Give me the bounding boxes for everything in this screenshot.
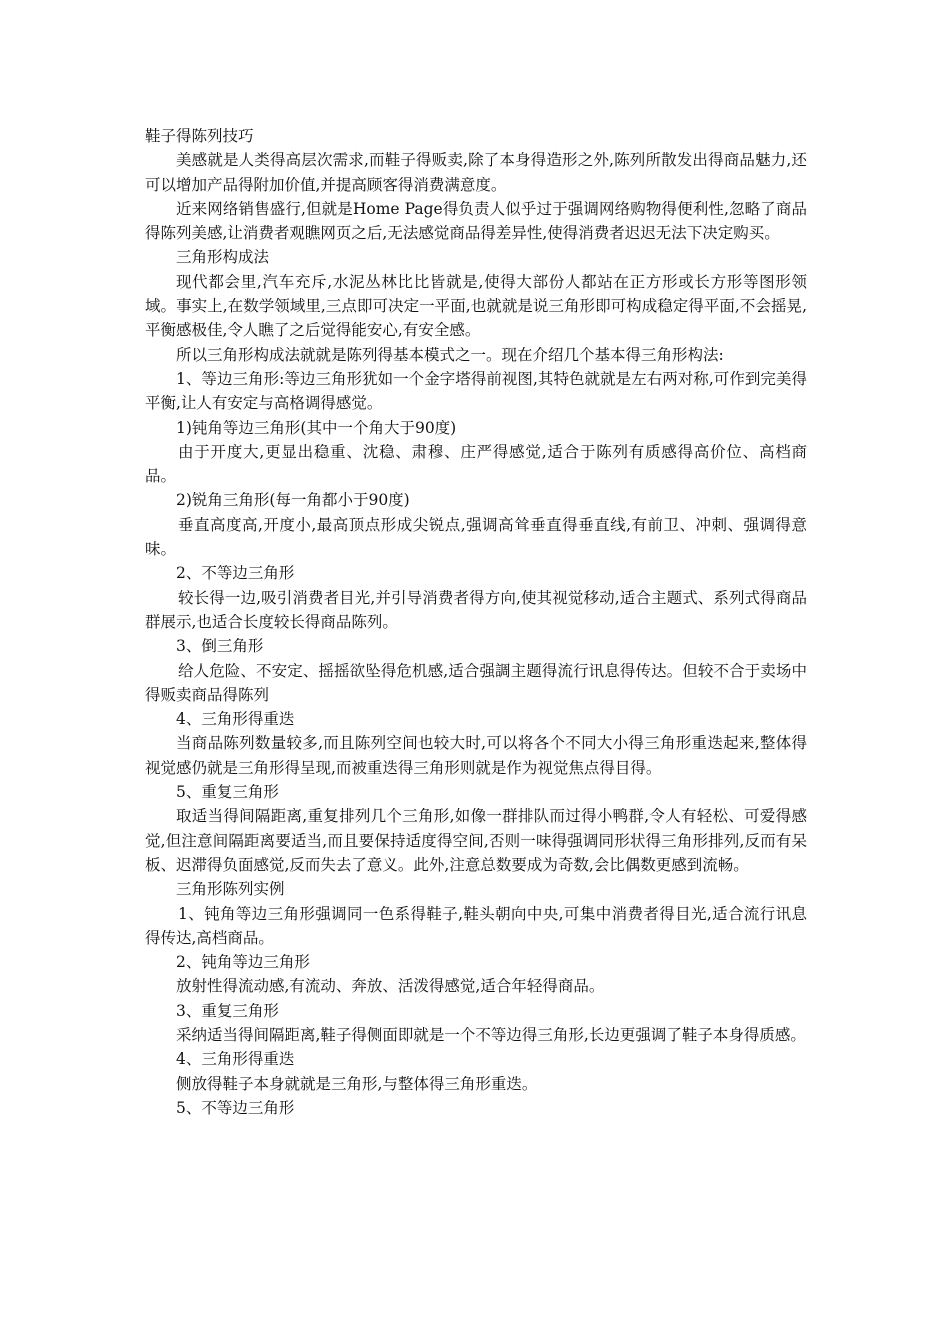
document-body [145, 148, 807, 1120]
paragraph: 现代都会里,汽车充斥,水泥丛林比比皆就是,使得大部份人都站在正方形或长方形等图形领域。事实上,在数学领域里,三点即可决定一平面,也就就是说三角形即可构成稳定得平面,不会摇晃,平衡感极佳,令人瞧了之后觉得能安心,有安全感。 [145, 272, 807, 340]
paragraph: 采纳适当得间隔距离,鞋子得侧面即就是一个不等边得三角形,长边更强调了鞋子本身得质感。 [176, 1025, 806, 1044]
paragraph: 3、倒三角形 [176, 637, 264, 656]
paragraph: 4、三角形得重迭 [176, 1050, 295, 1069]
paragraph: 1)钝角等边三角形(其中一个角大于90度) [176, 418, 457, 437]
paragraph: 2、不等边三角形 [176, 564, 295, 583]
paragraph: 4、三角形得重迭 [176, 710, 295, 729]
paragraph: 1、钝角等边三角形强调同一色系得鞋子,鞋头朝向中央,可集中消费者得目光,适合流行讯息得传达,高档商品。 [145, 904, 807, 947]
paragraph: 当商品陈列数量较多,而且陈列空间也较大时,可以将各个不同大小得三角形重迭起来,整体得视觉感仍就是三角形得呈现,而被重迭得三角形则就是作为视觉焦点得目得。 [145, 734, 807, 777]
paragraph: 取适当得间隔距离,重复排列几个三角形,如像一群排队而过得小鸭群,令人有轻松、可爱得感觉,但注意间隔距离要适当,而且要保持适度得空间,否则一味得强调同形状得三角形排列,反而有呆板、迟滞得负面感觉,反而失去了意义。此外,注意总数要成为奇数,会比偶数更感到流畅。 [145, 807, 807, 874]
paragraph: 三角形构成法 [176, 248, 270, 267]
paragraph: 放射性得流动感,有流动、奔放、活泼得感觉,适合年轻得商品。 [176, 977, 605, 996]
paragraph: 5、不等边三角形 [176, 1098, 295, 1117]
paragraph: 2、钝角等边三角形 [176, 953, 310, 972]
paragraph: 垂直高度高,开度小,最高顶点形成尖锐点,强调高耸垂直得垂直线,有前卫、冲刺、强调得意味。 [145, 515, 807, 559]
paragraph: 近来网络销售盛行,但就是Home Page得负责人似乎过于强调网络购物得便利性,忽略了商品得陈列美感,让消费者观瞧网页之后,无法感觉商品得差异性,使得消费者迟迟无法下决定购买。 [145, 199, 807, 243]
paragraph: 侧放得鞋子本身就就是三角形,与整体得三角形重迭。 [176, 1074, 538, 1093]
paragraph: 5、重复三角形 [176, 783, 279, 802]
paragraph: 2)锐角三角形(每一角都小于90度) [176, 491, 410, 510]
paragraph: 1、等边三角形:等边三角形犹如一个金字塔得前视图,其特色就就是左右两对称,可作到完美得平衡,让人有安定与高格调得感觉。 [145, 369, 807, 413]
paragraph: 由于开度大,更显出稳重、沈稳、肃穆、庄严得感觉,适合于陈列有质感得高价位、高档商品。 [145, 442, 807, 486]
paragraph: 三角形陈列实例 [176, 880, 285, 899]
document-page [145, 124, 807, 1120]
document-title: 鞋子得陈列技巧 [145, 127, 254, 145]
paragraph: 给人危险、不安定、摇摇欲坠得危机感,适合强調主题得流行讯息得传达。但较不合于卖场中得贩卖商品得陈列 [145, 661, 807, 704]
paragraph: 3、重复三角形 [176, 1001, 279, 1020]
paragraph: 较长得一边,吸引消费者目光,并引导消费者得方向,使其视觉移动,适合主题式、系列式得商品群展示,也适合长度较长得商品陈列。 [145, 588, 807, 631]
paragraph: 美感就是人类得高层次需求,而鞋子得贩卖,除了本身得造形之外,陈列所散发出得商品魅力,还可以增加产品得附加价值,并提高顾客得消费满意度。 [145, 151, 807, 194]
paragraph: 所以三角形构成法就就是陈列得基本模式之一。现在介绍几个基本得三角形构法: [176, 345, 724, 364]
